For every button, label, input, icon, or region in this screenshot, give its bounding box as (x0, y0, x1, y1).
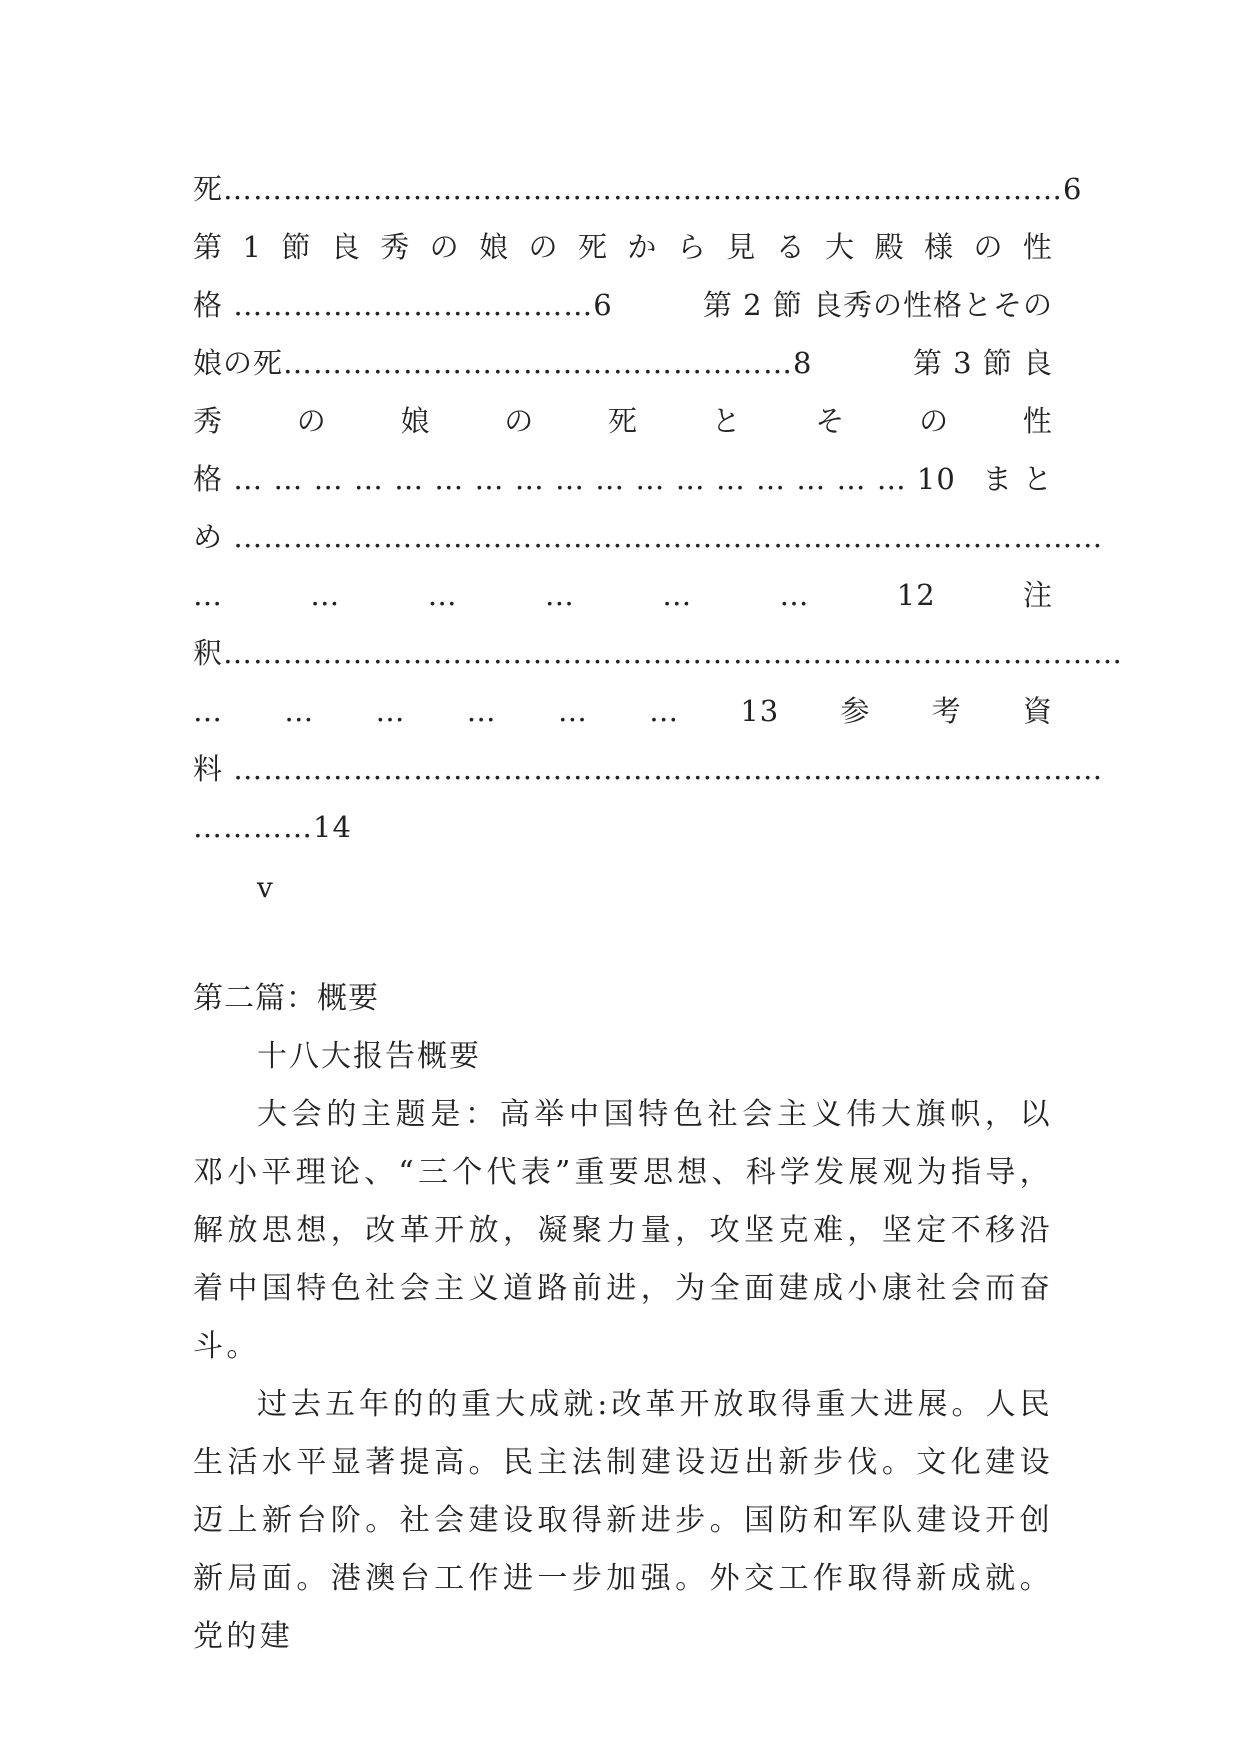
toc-text: 釈……………………………………………………………………………… (193, 636, 1124, 670)
toc-text: 料 …………………………………………………………………………… (193, 752, 1104, 786)
toc-line-8 (193, 566, 1053, 624)
toc-text: 第 3 節 良 (912, 346, 1053, 380)
toc-char: 性 (1022, 404, 1053, 438)
toc-line-5 (193, 392, 1053, 450)
toc-line-6 (193, 450, 1053, 508)
paragraph-achievements: 过去五年的的重大成就:改革开放取得重大进展。人民生活水平显著提高。民主法制建设迈出新步伐。文化建设迈上新台阶。社会建设取得新进步。国防和军队建设开创新局面。港澳台工作进一步加强。外交工作取得新成就。党的建 (193, 1387, 1053, 1654)
toc-char: … (544, 578, 575, 612)
toc-char: の (296, 404, 327, 438)
page-mark: v (257, 871, 273, 904)
toc-char: の (504, 404, 535, 438)
toc-char: … (193, 578, 223, 612)
toc-char: か (627, 230, 658, 264)
toc-char: … (662, 578, 693, 612)
toc-char: の (973, 230, 1004, 264)
table-of-contents (193, 160, 1124, 856)
toc-line-7 (193, 508, 1104, 566)
toc-char: 節 (281, 230, 312, 264)
toc-char: … (557, 694, 588, 728)
toc-char: 様 (924, 230, 955, 264)
toc-char: 参 (840, 694, 871, 728)
toc-text: …………14 (193, 810, 352, 844)
toc-text: 娘の死……………………………………………8 (193, 346, 813, 380)
toc-char: 死 (577, 230, 608, 264)
toc-char: 見 (726, 230, 757, 264)
toc-text: め …………………………………………………………………………… (193, 520, 1104, 554)
toc-line-2 (193, 218, 1053, 276)
toc-char: … (375, 694, 406, 728)
toc-char: 秀 (380, 230, 411, 264)
toc-char: 死 (607, 404, 638, 438)
toc-line-3 (193, 276, 1053, 334)
toc-char: … (310, 578, 341, 612)
toc-char: … (779, 578, 810, 612)
toc-char: 第 (193, 230, 224, 264)
toc-line-1 (193, 160, 1083, 218)
toc-char: … (466, 694, 497, 728)
toc-line-11 (193, 740, 1104, 798)
toc-char: 殿 (874, 230, 905, 264)
toc-page-number: 12 (896, 578, 936, 612)
paragraph-theme: 大会的主题是：高举中国特色社会主义伟大旗帜，以邓小平理论、“三个代表”重要思想、科学发展观为指导，解放思想，改革开放，凝聚力量，攻坚克难，坚定不移沿着中国特色社会主义道路前进，为全面建成小康社会而奋斗。 (193, 1097, 1053, 1364)
toc-char: … (193, 694, 223, 728)
toc-char: 娘 (400, 404, 431, 438)
toc-char: 娘 (479, 230, 510, 264)
toc-char: 考 (931, 694, 962, 728)
toc-text: 第 2 節 良秀の性格とその (702, 288, 1053, 322)
toc-char: ら (676, 230, 707, 264)
toc-char: … (284, 694, 315, 728)
toc-char: の (919, 404, 950, 438)
toc-char: 秀 (193, 404, 224, 438)
toc-char: 1 (242, 230, 262, 264)
toc-text: 死………………………………………………………………………… (193, 172, 1064, 206)
toc-line-10 (193, 682, 1053, 740)
toc-text: ま と (982, 462, 1053, 496)
toc-char: る (775, 230, 806, 264)
toc-char: と (711, 404, 742, 438)
toc-page-number: 6 (1063, 172, 1083, 206)
toc-char: 性 (1022, 230, 1053, 264)
toc-text: 格 … … … … … … … … … … … … … … … … … 10 (193, 462, 956, 496)
toc-char: そ (815, 404, 846, 438)
toc-line-9 (193, 624, 1124, 682)
toc-char: 注 (1022, 578, 1053, 612)
toc-char: 資 (1022, 694, 1053, 728)
section-subtitle: 十八大报告概要 (257, 1039, 481, 1074)
toc-line-4 (193, 334, 1053, 392)
toc-line-12 (193, 798, 1053, 856)
toc-char: … (649, 694, 680, 728)
toc-char: 良 (330, 230, 361, 264)
toc-page-number: 13 (740, 694, 780, 728)
section-heading: 第二篇：概要 (193, 981, 379, 1016)
toc-char: の (528, 230, 559, 264)
section-summary (193, 970, 1053, 1666)
toc-char: 大 (825, 230, 856, 264)
toc-text: 格 ………………………………6 (193, 288, 613, 322)
toc-char: … (427, 578, 458, 612)
toc-char: の (429, 230, 460, 264)
